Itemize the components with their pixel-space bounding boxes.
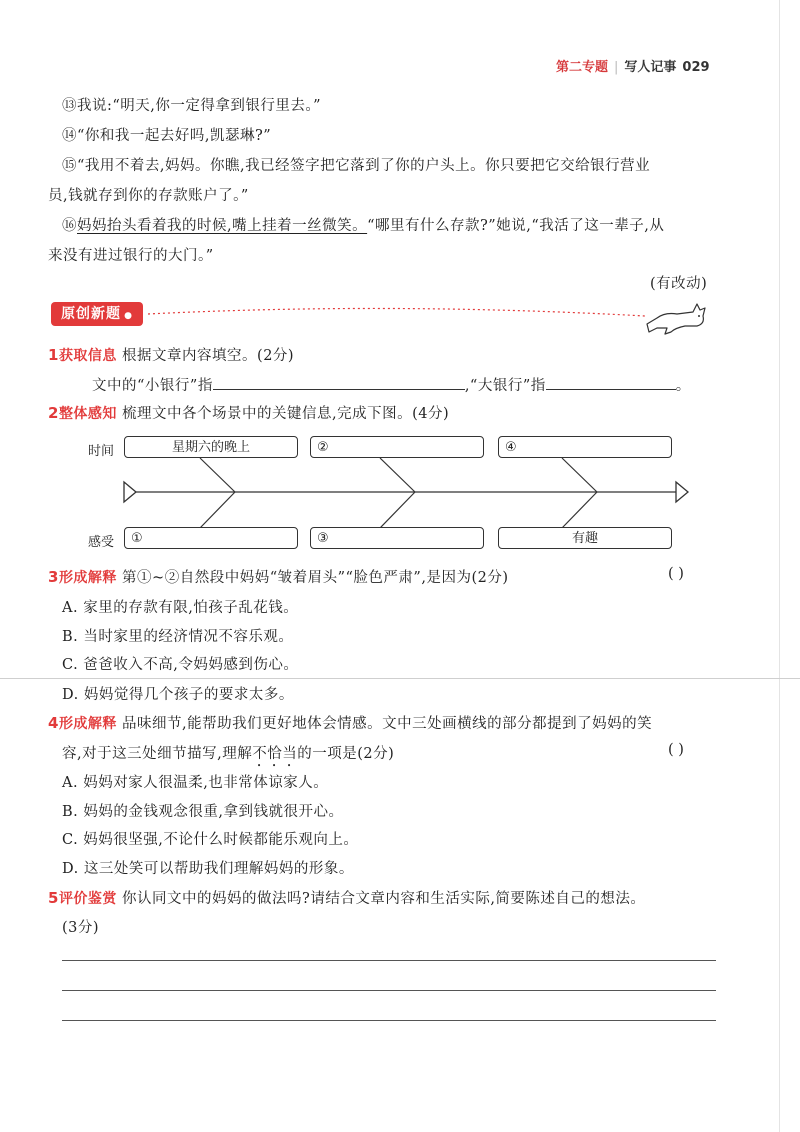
q3-option-d[interactable]: D. 妈妈觉得几个孩子的要求太多。 (62, 687, 294, 703)
q5-line1: 你认同文中的妈妈的做法吗?请结合文章内容和生活实际,简要陈述自己的想法。 (122, 891, 646, 907)
question-1 (48, 344, 294, 365)
q3-option-a[interactable]: A. 家里的存款有限,怕孩子乱花钱。 (62, 600, 299, 616)
q3-number: 3 (48, 568, 59, 586)
paragraph-16-line1 (62, 214, 664, 235)
q4-number: 4 (48, 714, 59, 732)
q3-option-c[interactable]: C. 爸爸收入不高,令妈妈感到伤心。 (62, 657, 299, 673)
paragraph-14: ⑭“你和我一起去好吗,凯瑟琳?” (62, 128, 272, 144)
branch-down-2 (380, 492, 415, 528)
q2-tag: 整体感知 (58, 406, 117, 422)
q4-option-d[interactable]: D. 这三处笑可以帮助我们理解妈妈的形象。 (62, 861, 354, 877)
answer-line-1[interactable] (62, 960, 716, 961)
q4-line1: 品味细节,能帮助我们更好地体会情感。文中三处画横线的部分都提到了妈妈的笑 (122, 716, 653, 732)
paragraph-16-marker: ⑯ (62, 218, 77, 234)
q5-number: 5 (48, 889, 59, 907)
feeling-box-fun: 有趣 (498, 527, 672, 549)
row-label-time: 时间 (88, 444, 115, 459)
q4-line2-b: 的一项是(2分) (297, 746, 395, 762)
answer-line-3[interactable] (62, 1020, 716, 1021)
question-5 (48, 887, 645, 908)
q1-tag: 获取信息 (58, 348, 117, 364)
q4-option-c[interactable]: C. 妈妈很坚强,不论什么时候都能乐观向上。 (62, 832, 359, 848)
paragraph-15-line2: 员,钱就存到你的存款账户了。” (48, 188, 249, 204)
answer-line-2[interactable] (62, 990, 716, 991)
q3-prompt: 第①~②自然段中妈妈“皱着眉头”“脸色严肃”,是因为(2分) (122, 570, 509, 586)
header-subtitle: 写人记事 (624, 60, 677, 75)
question-3 (48, 566, 509, 587)
fishbone-head (676, 482, 688, 502)
q4-line2 (62, 742, 394, 770)
page-fold-line (0, 678, 800, 679)
q2-prompt: 梳理文中各个场景中的关键信息,完成下图。(4分) (122, 406, 450, 422)
q3-option-b[interactable]: B. 当时家里的经济情况不容乐观。 (62, 629, 294, 645)
section-banner: 原创新题 ● (51, 302, 143, 326)
branch-up-1 (200, 458, 235, 492)
page-edge (779, 0, 780, 1132)
paragraph-16-line2: 来没有进过银行的大门。” (48, 248, 214, 264)
time-box-1: 星期六的晚上 (124, 436, 298, 458)
q1-blank-small-bank[interactable] (213, 375, 465, 390)
q3-tag: 形成解释 (58, 570, 117, 586)
q2-number: 2 (48, 404, 59, 422)
row-label-feeling: 感受 (88, 535, 115, 550)
branch-up-3 (562, 458, 597, 492)
banner-decoration (140, 292, 730, 336)
fishbone-tail (124, 482, 136, 502)
q4-answer-paren[interactable]: ( ) (668, 742, 684, 758)
q5-line2: (3分) (62, 920, 100, 936)
feeling-box-3[interactable]: ③ (310, 527, 484, 549)
q4-line2-a: 容,对于这三处细节描写,理解 (62, 746, 253, 762)
q1-fill-line (92, 374, 691, 395)
q5-tag: 评价鉴赏 (58, 891, 117, 907)
header-topic: 第二专题 (556, 60, 609, 75)
question-2 (48, 402, 449, 423)
question-4 (48, 712, 652, 733)
paragraph-13: ⑬我说:“明天,你一定得拿到银行里去。” (62, 98, 322, 114)
page-number: 029 (682, 60, 710, 75)
paragraph-15-line1: ⑮“我用不着去,妈妈。你瞧,我已经签字把它落到了你的户头上。你只要把它交给银行营业 (62, 158, 651, 174)
q1-end: 。 (675, 378, 691, 394)
q4-option-a[interactable]: A. 妈妈对家人很温柔,也非常体谅家人。 (62, 775, 329, 791)
branch-up-2 (380, 458, 415, 492)
q1-part1: 文中的“小银行”指 (92, 378, 213, 394)
q1-blank-big-bank[interactable] (546, 375, 676, 390)
underlined-smile-detail: 妈妈抬头看着我的时候,嘴上挂着一丝微笑。 (77, 218, 368, 234)
feeling-box-1[interactable]: ① (124, 527, 298, 549)
page-header: 第二专题 | 写人记事 029 (556, 60, 710, 75)
branch-down-3 (562, 492, 597, 528)
q1-number: 1 (48, 346, 59, 364)
q4-emphasis: 不恰当 (252, 746, 298, 762)
paragraph-16-rest: “哪里有什么存款?”她说,“我活了这一辈子,从 (367, 218, 665, 234)
q1-prompt: 根据文章内容填空。(2分) (122, 348, 295, 364)
q1-part2: ,“大银行”指 (464, 378, 546, 394)
q4-option-b[interactable]: B. 妈妈的金钱观念很重,拿到钱就很开心。 (62, 804, 344, 820)
branch-down-1 (200, 492, 235, 528)
banner-title: 原创新题 (61, 306, 122, 322)
cat-icon (647, 304, 705, 334)
adaptation-note: (有改动) (650, 276, 708, 292)
time-box-2[interactable]: ② (310, 436, 484, 458)
q3-answer-paren[interactable]: ( ) (668, 566, 684, 582)
q4-tag: 形成解释 (58, 716, 117, 732)
time-box-4[interactable]: ④ (498, 436, 672, 458)
dotted-trail (148, 308, 645, 316)
